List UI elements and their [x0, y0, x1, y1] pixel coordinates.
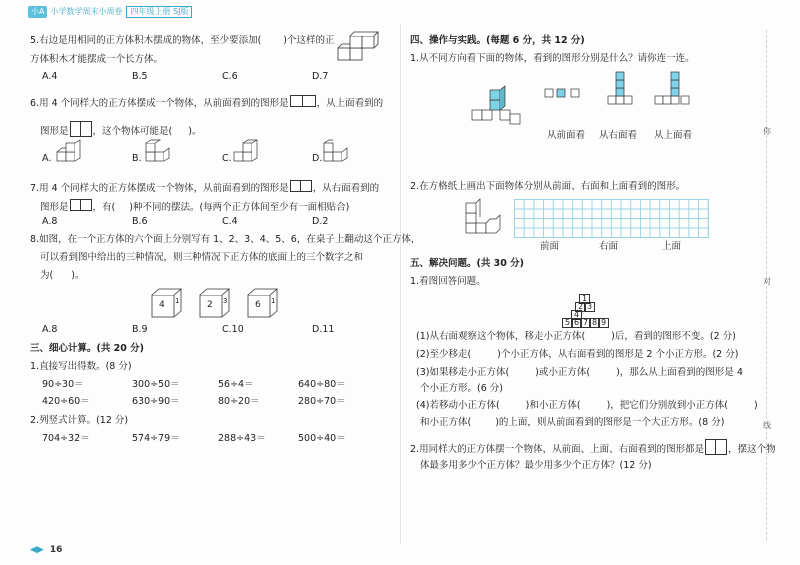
- q6-cube-b: [144, 142, 174, 166]
- problem-1-part-4: (4)若移动小正方体( )和小正方体( )，把它们分别放到小正方体( ): [416, 400, 758, 411]
- q6-line1: 6.用 4 个同样大的正方体摆成一个物体，从前面看到的图形是 ，从上面看到的: [30, 95, 383, 110]
- q5-option-a: A.4: [42, 71, 58, 82]
- q8-cube-2: [198, 287, 234, 321]
- calc-1-item-5: 420÷60＝: [42, 396, 90, 407]
- practice-2-title: 2.在方格纸上画出下面物体分别从前面、右面和上面看到的图形。: [410, 181, 686, 192]
- calc-1-item-6: 630÷90＝: [132, 396, 180, 407]
- q8-option-c: C.10: [222, 324, 244, 335]
- calc-2-item-2: 574÷79＝: [132, 433, 180, 444]
- q8-option-a: A.8: [42, 324, 58, 335]
- calc-1-item-2: 300÷50＝: [132, 379, 180, 390]
- problem-2-line2: 体最多用多少个正方体？最少用多少个正方体？(12 分): [420, 460, 652, 471]
- q8-line1: 8.如图，在一个正方体的六个面上分别写有 1、2、3、4、5、6，在桌子上翻动这个正方体，: [30, 234, 421, 245]
- q7-option-a: A.8: [42, 216, 58, 227]
- practice-2-solid: [464, 199, 502, 237]
- calc-1-title: 1.直接写出得数。(8 分): [30, 361, 132, 372]
- practice-1-view-c: [653, 68, 693, 108]
- drawing-grid[interactable]: [514, 199, 709, 238]
- stack-cube-2: 2: [575, 302, 586, 312]
- problem-1-part-3b: 个小正方形。(6 分): [420, 383, 503, 394]
- view-label-right: 从右面看: [599, 130, 638, 141]
- problem-1-title: 1.看图回答问题。: [410, 276, 486, 287]
- stack-cube-1: 1: [579, 294, 590, 304]
- side-char-2: 对: [763, 277, 771, 286]
- q6-option-c: C.: [222, 153, 232, 164]
- q6-option-d: D.: [312, 153, 323, 164]
- q6-option-a: A.: [42, 153, 52, 164]
- grid-label-right: 右面: [599, 241, 619, 252]
- calc-2-title: 2.列竖式计算。(12 分): [30, 415, 129, 426]
- stack-cube-5: 5: [562, 318, 573, 328]
- stack-cube-8: 8: [589, 318, 600, 328]
- section-4-title: 四、操作与实践。(每题 6 分，共 12 分): [410, 35, 585, 46]
- page-header: [28, 6, 192, 18]
- grid-label-front: 前面: [540, 241, 560, 252]
- side-char-1: 你: [763, 127, 771, 136]
- section-3-title: 三、细心计算。(共 20 分): [30, 343, 145, 354]
- q6-cube-a: [55, 142, 85, 166]
- q8-cube-3-side: 1: [271, 297, 276, 305]
- q5-option-d: D.7: [312, 71, 329, 82]
- q6-cube-d: [322, 142, 352, 166]
- stack-cube-7: 7: [580, 318, 591, 328]
- q8-cube-1-side: 1: [175, 297, 180, 305]
- section-5-title: 五、解决问题。(共 30 分): [410, 258, 525, 269]
- calc-1-item-1: 90÷30＝: [42, 379, 84, 390]
- view-label-top: 从上面看: [654, 130, 693, 141]
- q7-option-d: D.2: [312, 216, 329, 227]
- view-label-front: 从前面看: [547, 130, 586, 141]
- header-grade: 四年级上册 SJ版: [126, 6, 192, 18]
- q5-line1: 5.右边是用相同的正方体积木摆成的物体，至少要添加( )个这样的正: [30, 35, 335, 46]
- stack-cube-6: 6: [571, 318, 582, 328]
- q8-cube-2-side: 3: [223, 297, 228, 305]
- q6-cube-c: [232, 142, 262, 166]
- q8-cube-2-front: 2: [207, 300, 213, 310]
- practice-1-view-a: [543, 87, 585, 101]
- calc-2-item-3: 288÷43＝: [218, 433, 266, 444]
- calc-1-item-8: 280÷70＝: [298, 396, 346, 407]
- practice-1-view-b: [606, 68, 636, 108]
- calc-1-item-7: 80÷20＝: [218, 396, 260, 407]
- calc-1-item-4: 640÷80＝: [298, 379, 346, 390]
- q8-cube-3-front: 6: [255, 300, 261, 310]
- header-title: 小学数学周末小周卷: [50, 7, 123, 16]
- stack-cube-9: 9: [598, 318, 609, 328]
- q7-line1: 7.用 4 个同样大的正方体摆成一个物体，从前面看到的图形是 ，从右面看到的: [30, 180, 379, 195]
- q8-option-b: B.9: [132, 324, 148, 335]
- side-char-3: 线: [763, 421, 771, 430]
- problem-1-part-2: (2)至少移走( )个小正方体，从右面看到的图形是 2 个小正方形。(2 分): [416, 349, 739, 360]
- column-divider: [400, 24, 401, 544]
- stack-cube-4: 4: [571, 310, 582, 320]
- q8-cube-1-front: 4: [159, 300, 165, 310]
- q5-cube-figure: [336, 30, 378, 66]
- stack-cube-3: 3: [584, 302, 595, 312]
- q8-option-d: D.11: [312, 324, 335, 335]
- q8-cube-1: [150, 287, 186, 321]
- problem-2-line1: 2.用同样大的正方体摆一个物体，从前面、上面、右面看到的图形都是 ，摆这个物: [410, 439, 776, 456]
- q5-line2: 方体积木才能摆成一个长方体。: [30, 54, 164, 65]
- problem-1-part-3: (3)如果移走小正方体( )或小正方体( )，那么从上面看到的图形是 4: [416, 367, 743, 378]
- q8-line3: 为( )。: [40, 270, 85, 281]
- q8-cube-3: [246, 287, 282, 321]
- page-number: ◀▶ 16: [30, 545, 63, 555]
- q5-option-b: B.5: [132, 71, 148, 82]
- practice-1-title: 1.从不同方向看下面的物体，看到的图形分别是什么？请你连一连。: [410, 53, 695, 64]
- q6-option-b: B.: [132, 153, 142, 164]
- q7-line2: 图形是 ，有( )种不同的摆法。(每两个正方体间至少有一面相贴合): [40, 199, 349, 214]
- practice-1-solid: [470, 88, 524, 132]
- q6-line2: 图形是 ，这个物体可能是( )。: [40, 121, 201, 138]
- calc-1-item-3: 56÷4＝: [218, 379, 254, 390]
- q7-option-b: B.6: [132, 216, 148, 227]
- grid-label-top: 上面: [662, 241, 682, 252]
- header-badge: 小A: [28, 6, 47, 18]
- calc-2-item-1: 704÷32＝: [42, 433, 90, 444]
- calc-2-item-4: 500÷40＝: [298, 433, 346, 444]
- problem-1-part-1: (1)从右面观察这个物体，移走小正方体( )后，看到的图形不变。(2 分): [416, 331, 736, 342]
- q8-line2: 可以看到图中给出的三种情况，则三种情况下正方体的底面上的三个数字之和: [40, 252, 364, 263]
- problem-1-part-4b: 和小正方体( )的上面，则从前面看到的图形是一个大正方形。(8 分): [420, 417, 725, 428]
- q5-option-c: C.6: [222, 71, 238, 82]
- q7-option-c: C.4: [222, 216, 238, 227]
